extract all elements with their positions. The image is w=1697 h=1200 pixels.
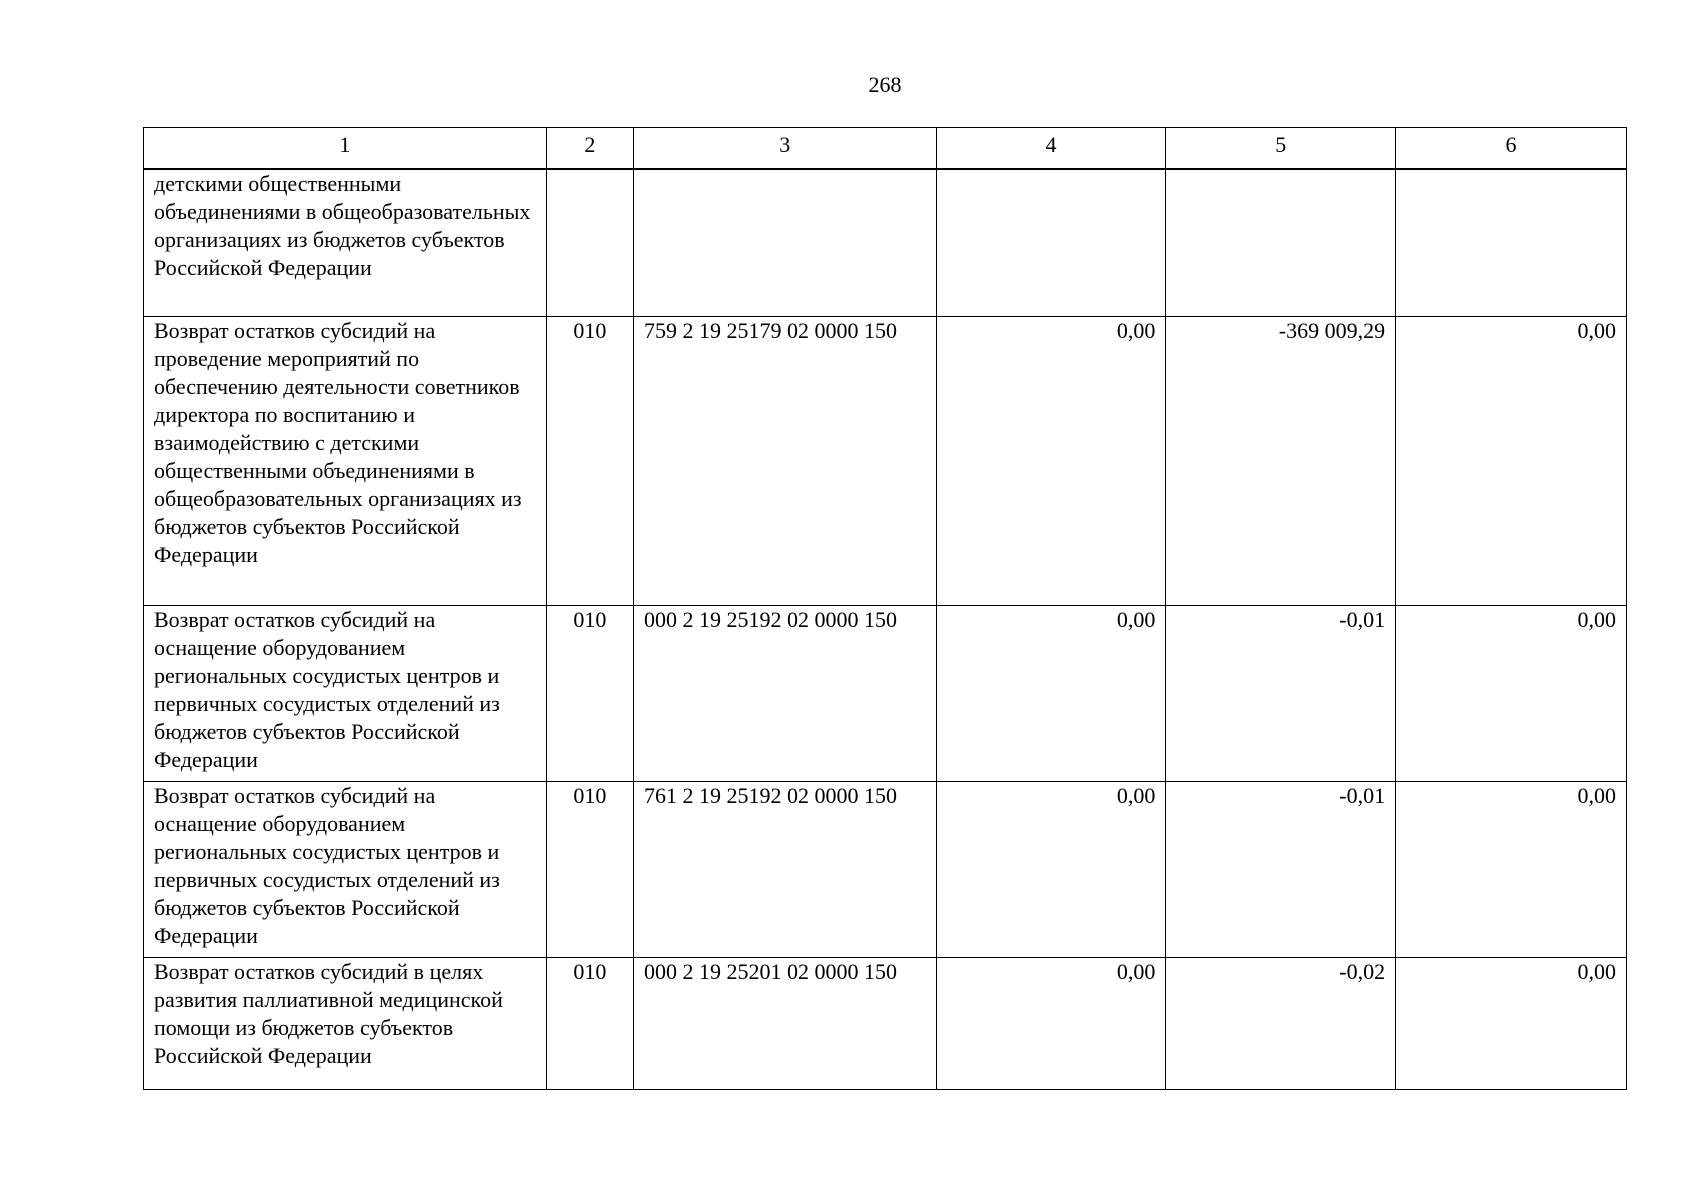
table-row (144, 958, 1627, 1090)
row-col-5: -369 009,29 (1166, 317, 1396, 606)
page-number: 268 (868, 72, 902, 97)
row-col-4: 0,00 (936, 606, 1166, 782)
row-col-5: -0,02 (1166, 958, 1396, 1090)
row-budget-code: 759 2 19 25179 02 0000 150 (633, 317, 936, 606)
row-col-5: -0,01 (1166, 782, 1396, 958)
row-col-6: 0,00 (1396, 606, 1627, 782)
row-col-6: 0,00 (1396, 782, 1627, 958)
header-col-4: 4 (936, 128, 1166, 170)
header-col-3: 3 (633, 128, 936, 170)
row-col-5: -0,01 (1166, 606, 1396, 782)
table-row (144, 782, 1627, 958)
row-col-4: 0,00 (936, 782, 1166, 958)
row-name: Возврат остатков субсидий на оснащение оборудованием региональных сосудистых центров и первичных сосудистых отделений из бюджетов субъектов Российской Федерации (144, 606, 547, 782)
row-budget-code (633, 169, 936, 317)
table-row (144, 169, 1627, 317)
row-line-code (546, 169, 633, 317)
header-col-2: 2 (546, 128, 633, 170)
table-row (144, 606, 1627, 782)
row-name: детскими общественными объединениями в общеобразовательных организациях из бюджетов субъектов Российской Федерации (144, 169, 547, 317)
header-col-5: 5 (1166, 128, 1396, 170)
row-name: Возврат остатков субсидий на проведение мероприятий по обеспечению деятельности советников директора по воспитанию и взаимодействию с детскими общественными объединениями в общеобразовательных организациях из бюджетов субъектов Российской Федерации (144, 317, 547, 606)
row-budget-code: 000 2 19 25201 02 0000 150 (633, 958, 936, 1090)
row-name: Возврат остатков субсидий в целях развития паллиативной медицинской помощи из бюджетов субъектов Российской Федерации (144, 958, 547, 1090)
row-col-6: 0,00 (1396, 317, 1627, 606)
table-row (144, 317, 1627, 606)
header-col-1: 1 (144, 128, 547, 170)
row-budget-code: 761 2 19 25192 02 0000 150 (633, 782, 936, 958)
row-col-4: 0,00 (936, 317, 1166, 606)
row-line-code: 010 (546, 958, 633, 1090)
row-col-4 (936, 169, 1166, 317)
row-budget-code: 000 2 19 25192 02 0000 150 (633, 606, 936, 782)
header-row (144, 128, 1627, 170)
row-line-code: 010 (546, 782, 633, 958)
row-col-5 (1166, 169, 1396, 317)
header-col-6: 6 (1396, 128, 1627, 170)
row-line-code: 010 (546, 317, 633, 606)
row-col-4: 0,00 (936, 958, 1166, 1090)
row-col-6: 0,00 (1396, 958, 1627, 1090)
row-line-code: 010 (546, 606, 633, 782)
report-table (143, 127, 1627, 1090)
row-name: Возврат остатков субсидий на оснащение оборудованием региональных сосудистых центров и первичных сосудистых отделений из бюджетов субъектов Российской Федерации (144, 782, 547, 958)
row-col-6 (1396, 169, 1627, 317)
